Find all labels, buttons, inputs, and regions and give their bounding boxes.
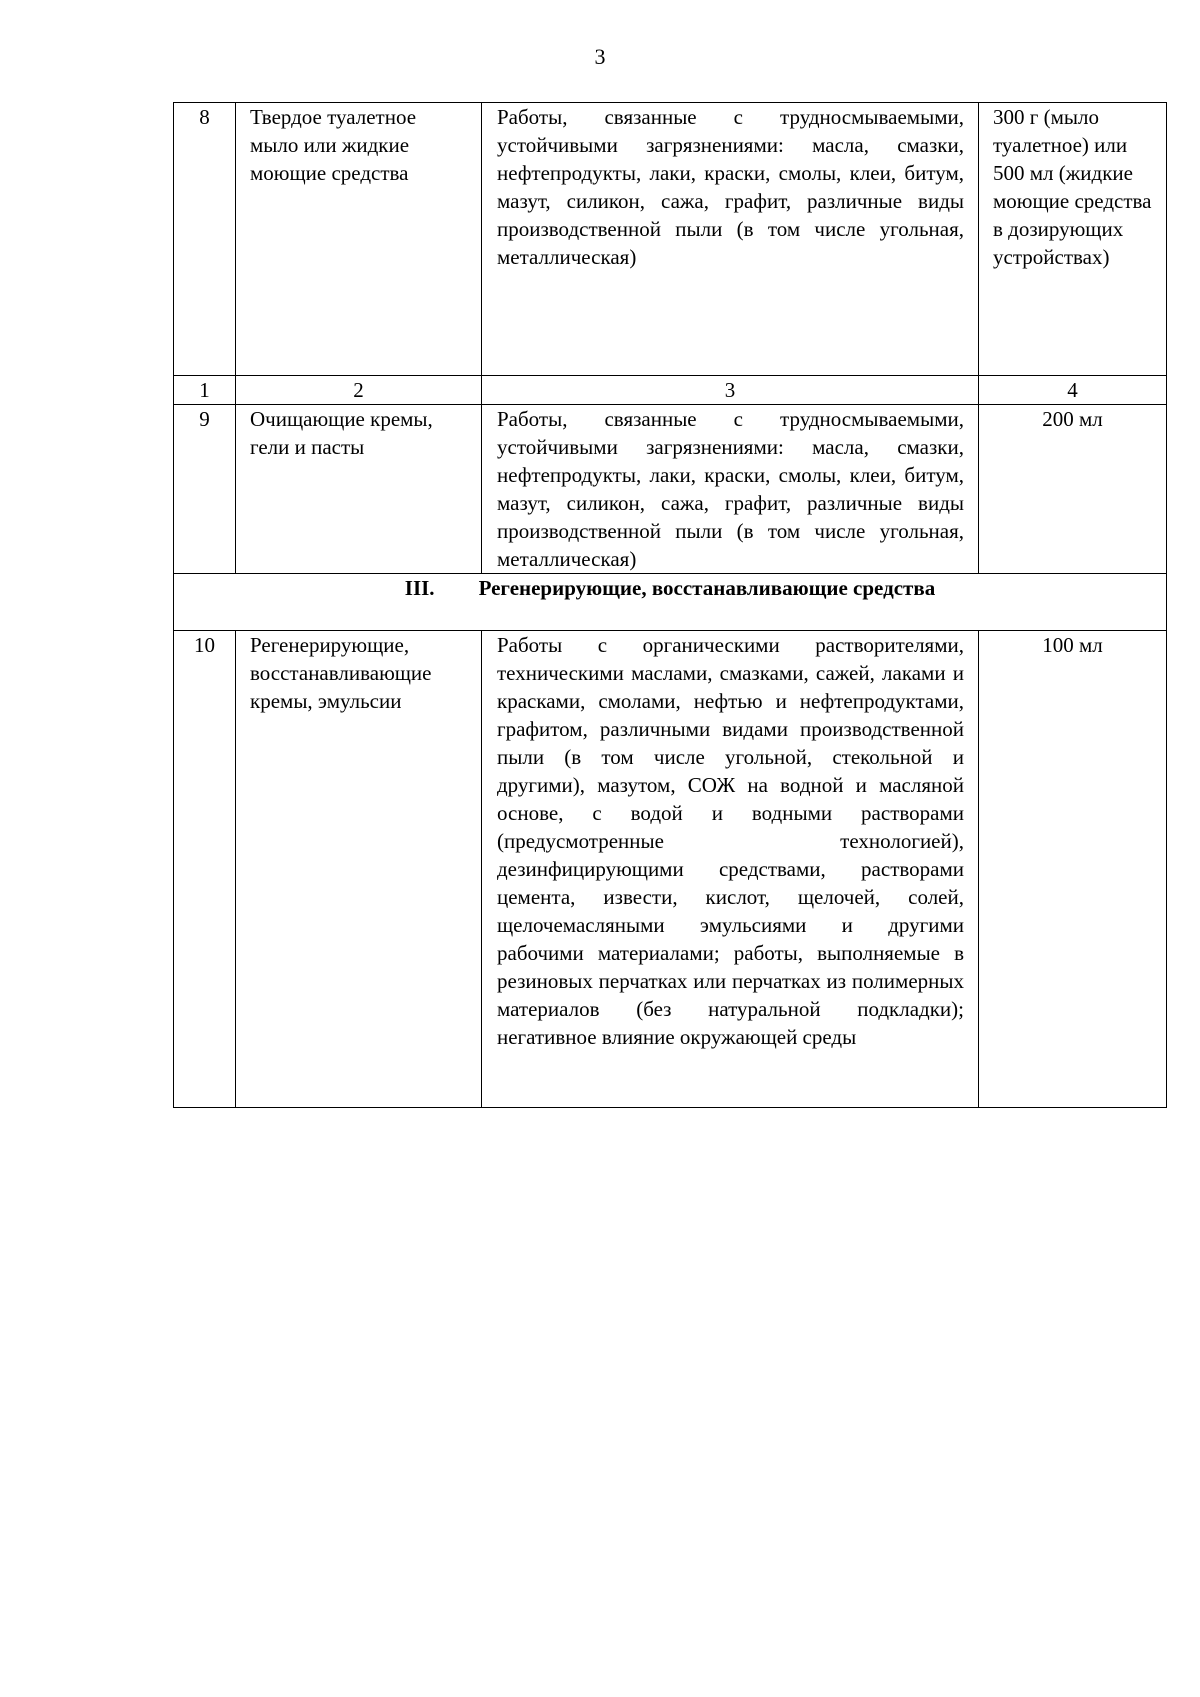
work-description-cell bbox=[482, 631, 979, 1108]
section-number: III. bbox=[404, 576, 435, 600]
row-number-cell bbox=[174, 631, 236, 1108]
row-number-cell bbox=[174, 405, 236, 574]
item-name-cell bbox=[236, 103, 482, 376]
work-description: Работы с органическими растворителями, техническими маслами, смазками, сажей, лаками и красками, смолами, нефтью и нефтепродуктами, графитом, различными видами производственной пыли (в том числе угольной, стекольной и другими), мазутом, СОЖ на водной и масляной основе, с водой и водными растворами (предусмотренные технологией), дезинфицирующими средствами, растворами цемента, извести, кислот, щелочей, солей, щелочемасляными эмульсиями и другими рабочими материалами; работы, выполняемые в резиновых перчатках или перчатках из полимерных материалов (без натуральной подкладки); негативное влияние окружающей среды bbox=[497, 633, 964, 1049]
column-number: 3 bbox=[482, 376, 979, 405]
section-title: Регенерирующие, восстанавливающие средства bbox=[478, 576, 936, 600]
norm-value: 200 мл bbox=[1042, 407, 1103, 431]
column-numbers-row bbox=[174, 376, 1167, 405]
row-number: 9 bbox=[199, 407, 210, 431]
section-heading-row bbox=[174, 574, 1167, 631]
norm-value: 300 г (мыло туалетное) или 500 мл (жидкие моющие средства в дозирующих устройствах) bbox=[993, 105, 1152, 269]
item-name: Регенерирующие, восстанавливающие кремы, эмульсии bbox=[250, 633, 432, 713]
column-number: 1 bbox=[174, 376, 236, 405]
column-number: 4 bbox=[979, 376, 1167, 405]
norm-cell bbox=[979, 631, 1167, 1108]
work-description-cell bbox=[482, 103, 979, 376]
table-row bbox=[174, 631, 1167, 1108]
table-row bbox=[174, 405, 1167, 574]
work-description-cell bbox=[482, 405, 979, 574]
item-name: Очищающие кремы, гели и пасты bbox=[250, 407, 433, 459]
page-number: 3 bbox=[594, 44, 606, 69]
work-description: Работы, связанные с трудносмываемыми, устойчивыми загрязнениями: масла, смазки, нефтепродукты, лаки, краски, смолы, клеи, битум, мазут, силикон, сажа, графит, различные виды производственной пыли (в том числе угольная, металлическая) bbox=[497, 407, 964, 571]
section-heading bbox=[174, 574, 1166, 602]
norms-table bbox=[173, 102, 1167, 1108]
item-name-cell bbox=[236, 631, 482, 1108]
table-row bbox=[174, 103, 1167, 376]
row-number: 8 bbox=[199, 105, 210, 129]
row-number: 10 bbox=[194, 633, 215, 657]
norm-value: 100 мл bbox=[1042, 633, 1103, 657]
norm-cell bbox=[979, 103, 1167, 376]
norm-cell bbox=[979, 405, 1167, 574]
section-heading-cell bbox=[174, 574, 1167, 631]
item-name-cell bbox=[236, 405, 482, 574]
row-number-cell bbox=[174, 103, 236, 376]
column-number: 2 bbox=[236, 376, 482, 405]
item-name: Твердое туалетное мыло или жидкие моющие средства bbox=[250, 105, 417, 185]
work-description: Работы, связанные с трудносмываемыми, устойчивыми загрязнениями: масла, смазки, нефтепродукты, лаки, краски, смолы, клеи, битум, мазут, силикон, сажа, графит, различные виды производственной пыли (в том числе угольная, металлическая) bbox=[497, 105, 964, 269]
